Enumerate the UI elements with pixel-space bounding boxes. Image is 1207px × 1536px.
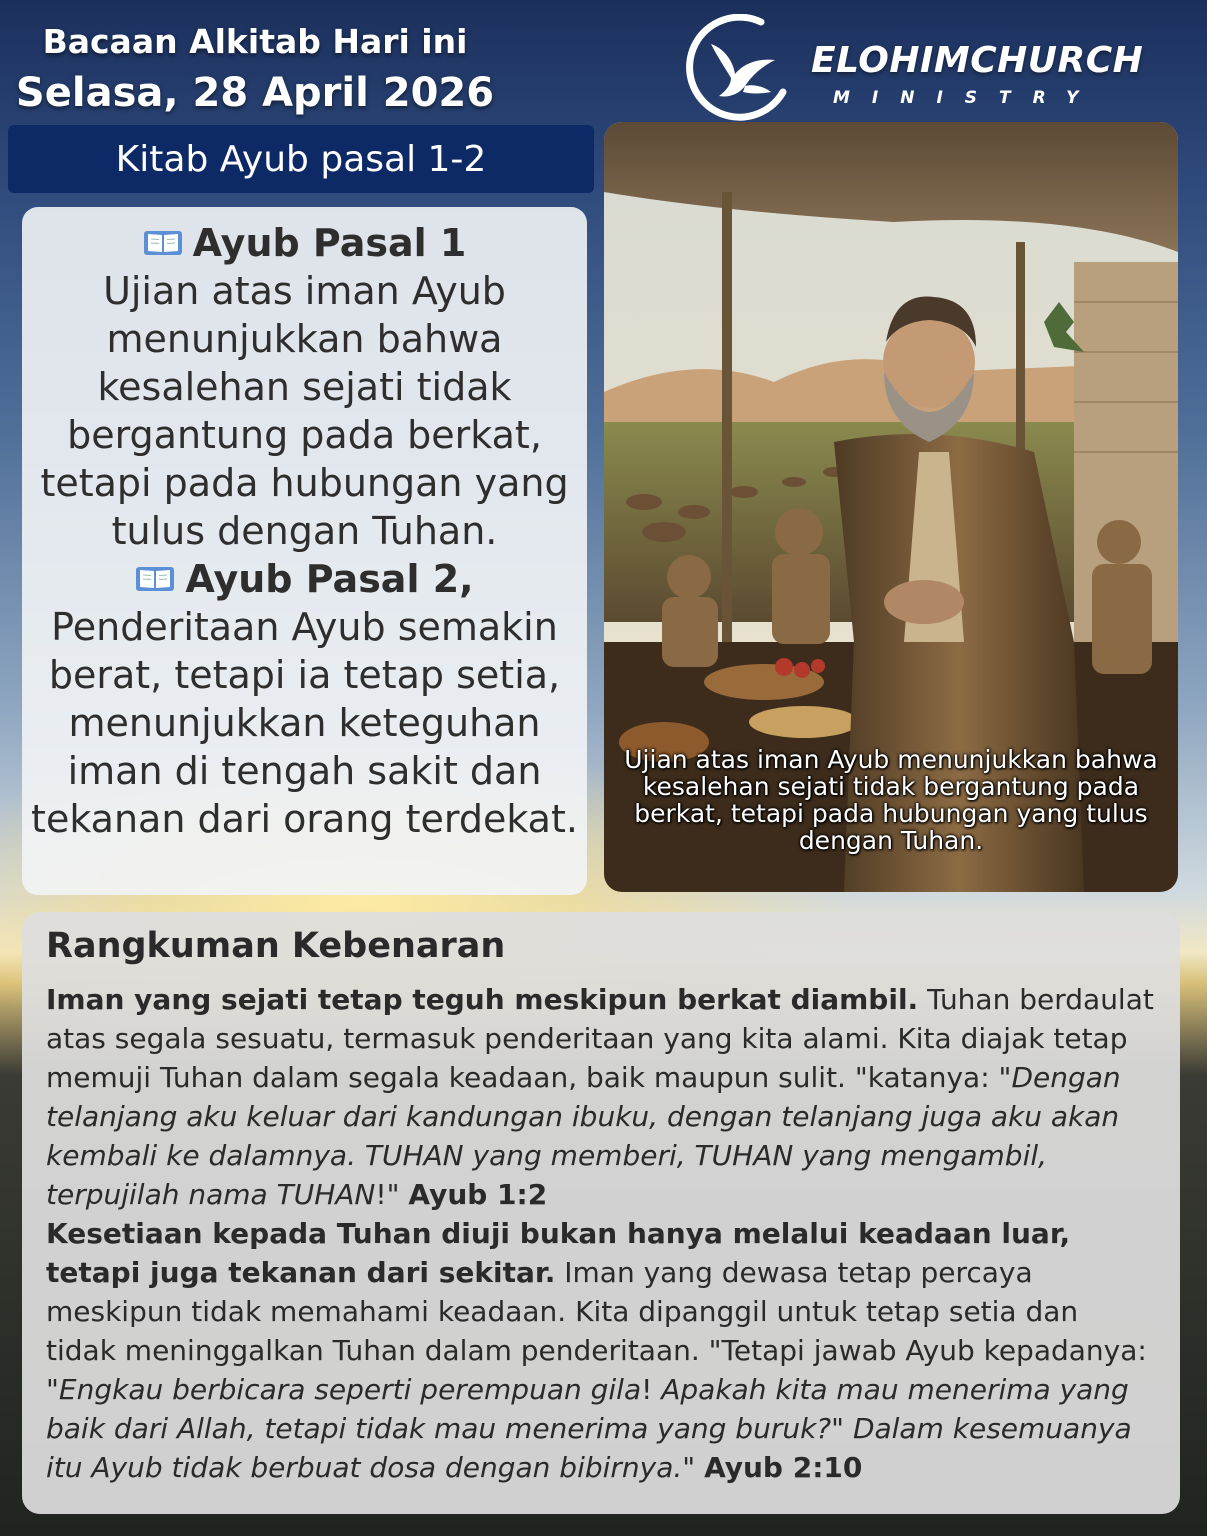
photo-caption: Ujian atas iman Ayub menunjukkan bahwa kesalehan sejati tidak bergantung pada berkat, tetapi pada hubungan yang tulus dengan Tuhan. bbox=[624, 745, 1158, 855]
truth-2-quote-1: Engkau berbicara seperti perempuan gila bbox=[58, 1373, 642, 1406]
truth-2-statement: Kesetiaan kepada Tuhan diuji bukan hanya melalui keadaan luar, tetapi juga tekanan dari sekitar. bbox=[46, 1217, 1071, 1289]
truth-2-punct: ! bbox=[641, 1373, 662, 1406]
truth-1-reference: Ayub 1:2 bbox=[408, 1178, 548, 1211]
truth-2-text: Iman yang dewasa tetap percaya meskipun tidak memahami keadaan. Kita dipanggil untuk tetap setia dan tidak meninggalkan Tuhan dalam penderitaan. "Tetapi jawab Ayub kepadanya: " bbox=[46, 1256, 1147, 1406]
chapter-1-heading: Ayub Pasal 1 bbox=[192, 221, 467, 265]
chapter-2-text: Penderitaan Ayub semakin berat, tetapi ia tetap setia, menunjukkan keteguhan iman di tengah sakit dan tekanan dari orang terdekat. bbox=[31, 605, 578, 841]
logo-name: ELOHIMCHURCH bbox=[811, 40, 1144, 81]
chapter-1-text: Ujian atas iman Ayub menunjukkan bahwa kesalehan sejati tidak bergantung pada berkat, tetapi pada hubungan yang tulus dengan Tuhan. bbox=[40, 269, 569, 553]
truth-1-statement: Iman yang sejati tetap teguh meskipun berkat diambil. bbox=[46, 983, 919, 1016]
truth-1-quote: Dengan telanjang aku keluar dari kandungan ibuku, dengan telanjang juga aku akan kembali ke dalamnya. TUHAN yang memberi, TUHAN yang mengambil, terpujilah nama TUHAN bbox=[46, 1061, 1121, 1211]
header-title: Bacaan Alkitab Hari ini bbox=[42, 22, 468, 61]
truth-2-quote-2: Apakah kita mau menerima yang baik dari Allah, tetapi tidak mau menerima yang buruk? bbox=[46, 1373, 1129, 1445]
summary-title: Rangkuman Kebenaran bbox=[46, 926, 506, 966]
truth-2-reference: Ayub 2:10 bbox=[704, 1451, 863, 1484]
book-banner: Kitab Ayub pasal 1-2 bbox=[8, 125, 594, 193]
truth-2-quote-end: " bbox=[682, 1451, 705, 1484]
logo-subtitle: MINISTRY bbox=[833, 88, 1101, 108]
truth-1-quote-end: !" bbox=[375, 1178, 409, 1211]
chapter-heading bbox=[22, 555, 587, 603]
truth-2-quote-3: Dalam kesemuanya itu Ayub tidak berbuat dosa dengan bibirnya. bbox=[46, 1412, 1132, 1484]
summary-paragraph-1 bbox=[46, 980, 1156, 1214]
chapter-2-heading: Ayub Pasal 2, bbox=[185, 557, 474, 601]
open-book-icon bbox=[135, 565, 175, 593]
open-book-icon bbox=[143, 229, 183, 257]
dove-icon bbox=[683, 14, 791, 122]
church-logo bbox=[683, 14, 1144, 122]
summary-card bbox=[22, 912, 1180, 1514]
truth-2-punct-2: " bbox=[831, 1412, 853, 1445]
illustration-photo bbox=[604, 122, 1178, 892]
chapters-card bbox=[22, 207, 587, 895]
chapter-heading bbox=[22, 219, 587, 267]
summary-paragraph-2 bbox=[46, 1214, 1156, 1487]
header-date: Selasa, 28 April 2026 bbox=[15, 70, 495, 116]
truth-1-text: Tuhan berdaulat atas segala sesuatu, termasuk penderitaan yang kita alami. Kita diajak tetap memuji Tuhan dalam segala keadaan, baik maupun sulit. "katanya: " bbox=[46, 983, 1154, 1094]
